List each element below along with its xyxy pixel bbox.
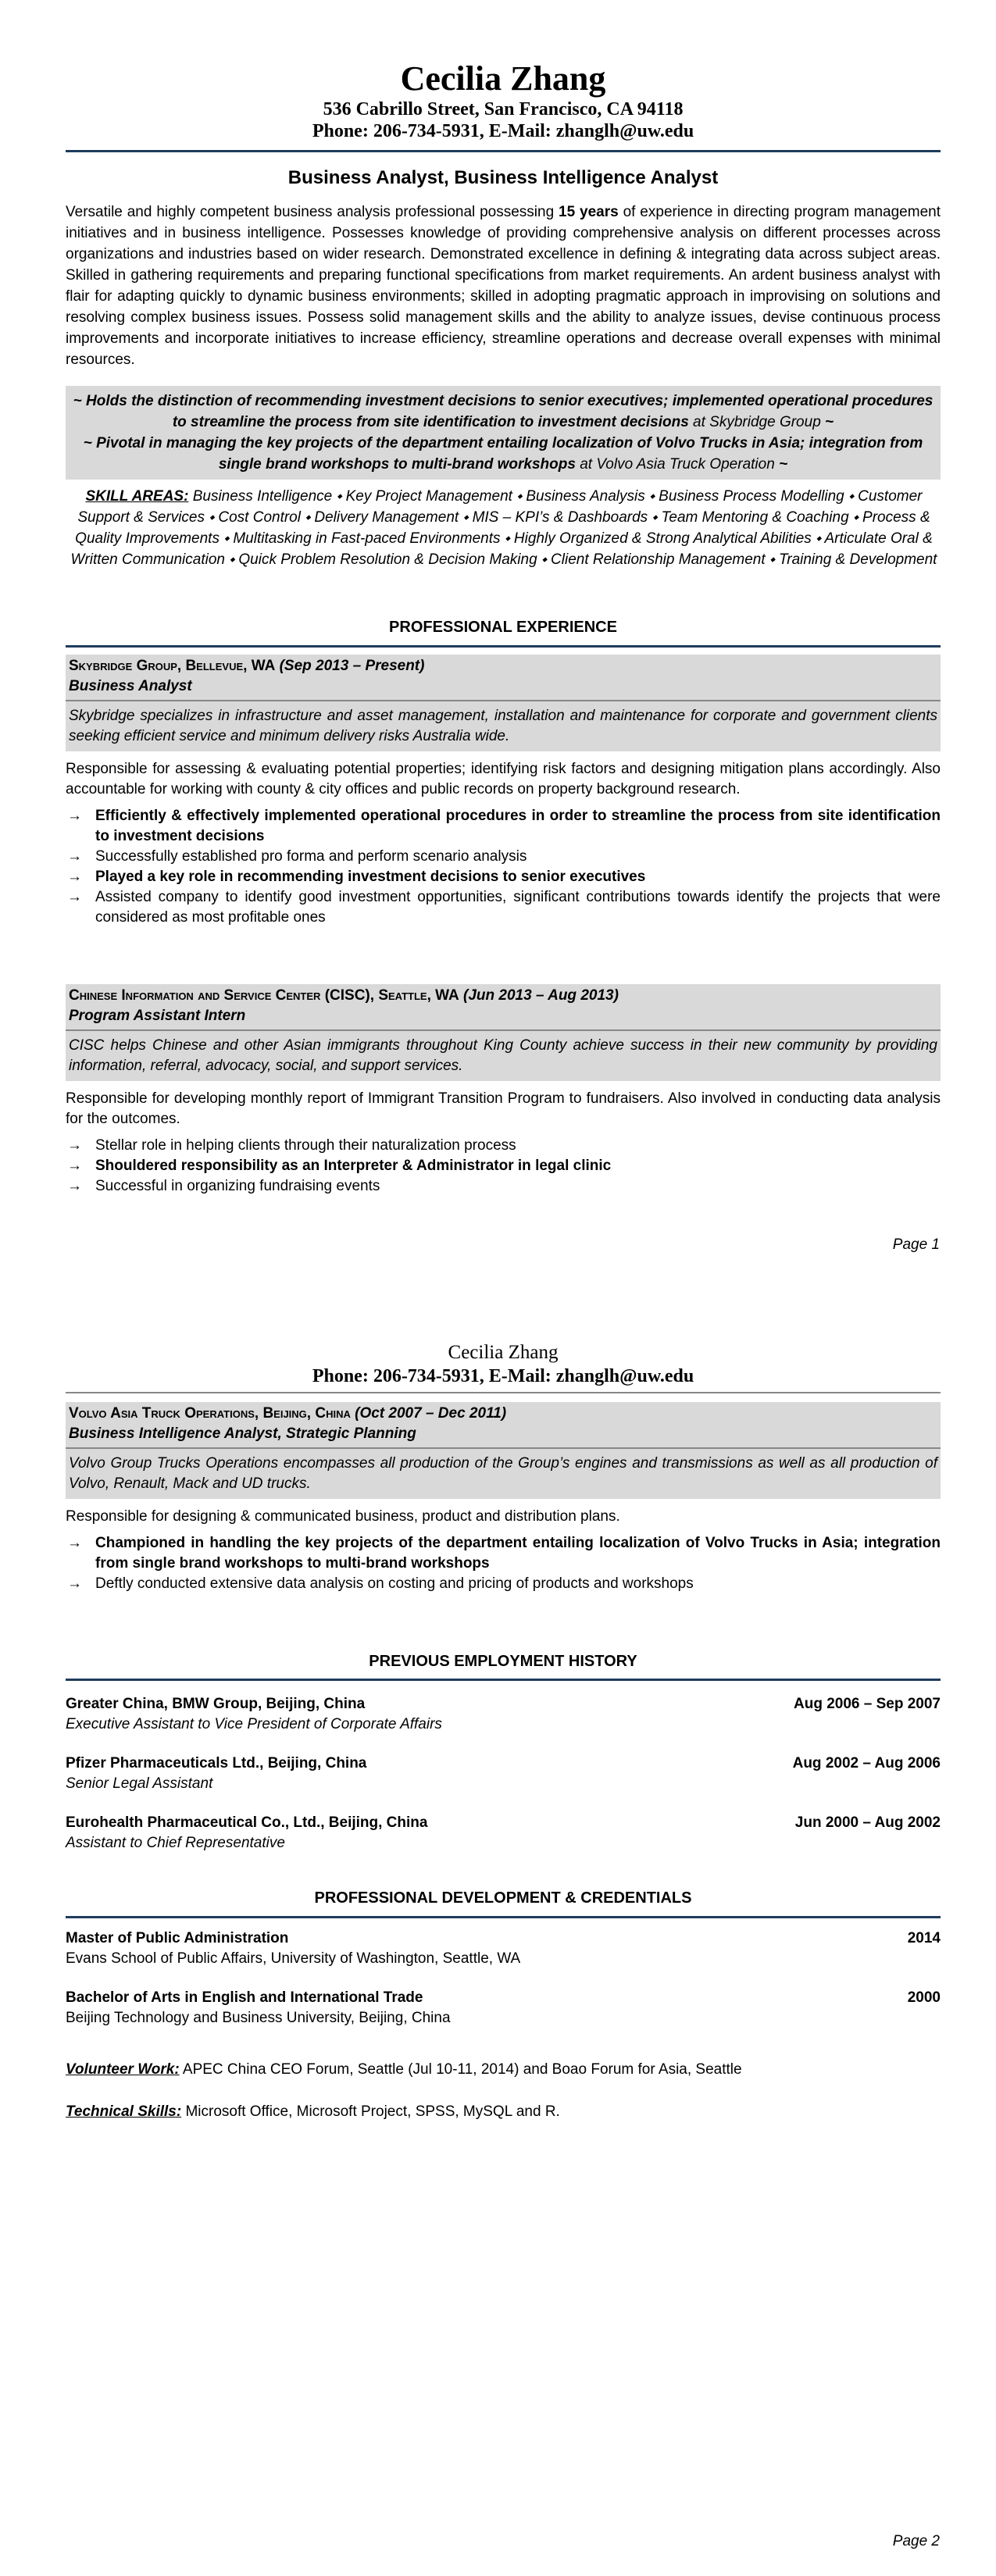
school-name: Evans School of Public Affairs, University of Washington, Seattle, WA bbox=[66, 1950, 521, 1967]
arrow-icon: → bbox=[67, 1178, 82, 1194]
summary-paragraph bbox=[66, 202, 941, 370]
list-item: → Assisted company to identify good investment opportunities, significant contributions towards identify the projects that were considered as most profitable ones bbox=[67, 889, 941, 926]
summary-years: 15 years bbox=[559, 204, 619, 220]
list-item bbox=[66, 1813, 941, 1854]
arrow-icon: → bbox=[67, 1158, 82, 1174]
highlight-item bbox=[70, 391, 936, 433]
list-item: → Stellar role in helping clients through their naturalization process bbox=[66, 1136, 941, 1156]
arrow-icon: → bbox=[67, 889, 82, 905]
education-list bbox=[66, 1928, 941, 2028]
candidate-name: Cecilia Zhang bbox=[448, 1342, 559, 1363]
arrow-icon: → bbox=[67, 808, 82, 824]
highlight-tail: at Skybridge Group bbox=[688, 414, 826, 430]
list-item: → Successful in organizing fundraising events bbox=[66, 1176, 941, 1197]
job-dates: (Jun 2013 – Aug 2013) bbox=[463, 987, 619, 1004]
list-item: → Successfully established pro forma and perform scenario analysis bbox=[66, 847, 941, 867]
job-role: Business Analyst bbox=[69, 678, 192, 694]
list-item bbox=[66, 1988, 941, 2028]
job-header bbox=[66, 984, 941, 1029]
volunteer-label: Volunteer Work: bbox=[66, 2061, 180, 2078]
job-company: Skybridge Group, Bellevue, WA bbox=[69, 658, 276, 674]
header-divider bbox=[66, 150, 941, 152]
employment-role: Assistant to Chief Representative bbox=[66, 1835, 285, 1851]
job-responsibilities: Responsible for designing & communicated business, product and distribution plans. bbox=[66, 1508, 620, 1525]
employment-role: Executive Assistant to Vice President of Corporate Affairs bbox=[66, 1716, 442, 1732]
highlight-bold: ~ Holds the distinction of recommending investment decisions to senior executives; implemented operational procedures to streamline the process from site identification to investment decisions bbox=[73, 393, 934, 430]
job-bullets bbox=[66, 1533, 941, 1594]
resume-title: Business Analyst, Business Intelligence Analyst bbox=[287, 167, 719, 188]
job-dates: (Oct 2007 – Dec 2011) bbox=[355, 1405, 507, 1422]
highlight-end: ~ bbox=[825, 414, 834, 430]
degree-name: Bachelor of Arts in English and International Trade bbox=[66, 1989, 423, 2006]
list-item: → Deftly conducted extensive data analysis on costing and pricing of products and workshops bbox=[66, 1574, 941, 1594]
highlight-end: ~ bbox=[779, 456, 788, 473]
technical-skills bbox=[66, 2102, 941, 2122]
job-description: Skybridge specializes in infrastructure and asset management, installation and maintenance for corporate and government clients seeking efficient service and minimum delivery risks Australia wide. bbox=[66, 701, 941, 751]
resume-header bbox=[66, 59, 941, 142]
page-number: Page 1 bbox=[892, 1236, 940, 1253]
employment-dates: Aug 2006 – Sep 2007 bbox=[794, 1696, 941, 1712]
job-description: CISC helps Chinese and other Asian immigrants throughout King County achieve success in their new community by providing information, referral, advocacy, social, and support services. bbox=[66, 1031, 941, 1081]
candidate-contact: Phone: 206-734-5931, E-Mail: zhanglh@uw.edu bbox=[312, 1366, 694, 1386]
arrow-icon: → bbox=[67, 1137, 82, 1154]
summary-text-1: Versatile and highly competent business analysis professional possessing bbox=[66, 204, 559, 220]
page-number: Page 2 bbox=[892, 2533, 940, 2549]
highlight-item bbox=[70, 433, 936, 475]
candidate-contact: Phone: 206-734-5931, E-Mail: zhanglh@uw.edu bbox=[312, 121, 694, 141]
employer-name: Greater China, BMW Group, Beijing, China bbox=[66, 1696, 366, 1712]
job-responsibilities: Responsible for developing monthly report of Immigrant Transition Program to fundraisers. Also involved in conducting data analysis for the outcomes. bbox=[66, 1090, 941, 1127]
list-item: → Shouldered responsibility as an Interpreter & Administrator in legal clinic bbox=[66, 1156, 941, 1176]
job-role: Program Assistant Intern bbox=[69, 1008, 246, 1024]
skill-areas-list: Business Intelligence ⬩ Key Project Management ⬩ Business Analysis ⬩ Business Process Modelling ⬩ Customer Support & Services ⬩ Cost Control ⬩ Delivery Management ⬩ MIS – KPI’s & Dashboards ⬩ Team Mentoring & Coaching ⬩ Process & Quality Improvements ⬩ Multitasking in Fast-paced Environments ⬩ Highly Organized & Strong Analytical Abilities ⬩ Articulate Oral & Written Communication ⬩ Quick Problem Resolution & Decision Making ⬩ Client Relationship Management ⬩ Training & Development bbox=[70, 488, 937, 568]
job-bullets bbox=[66, 1136, 941, 1197]
arrow-icon: → bbox=[67, 1535, 82, 1551]
job-dates: (Sep 2013 – Present) bbox=[279, 658, 425, 674]
degree-name: Master of Public Administration bbox=[66, 1930, 289, 1946]
list-item bbox=[66, 1754, 941, 1794]
school-name: Beijing Technology and Business University, Beijing, China bbox=[66, 2010, 451, 2026]
credentials-heading: PROFESSIONAL DEVELOPMENT & CREDENTIALS bbox=[314, 1889, 692, 1907]
list-item: → Efficiently & effectively implemented operational procedures in order to streamline the process from site identification to investment decisions bbox=[67, 808, 941, 844]
employer-name: Pfizer Pharmaceuticals Ltd., Beijing, China bbox=[66, 1755, 367, 1771]
list-item: → Played a key role in recommending investment decisions to senior executives bbox=[66, 867, 941, 887]
previous-employment-heading: PREVIOUS EMPLOYMENT HISTORY bbox=[369, 1653, 637, 1670]
arrow-icon: → bbox=[67, 848, 82, 865]
job-responsibilities: Responsible for assessing & evaluating potential properties; identifying risk factors and designing mitigation plans accordingly. Also accountable for working with county & city offices and public records on property background research. bbox=[66, 761, 941, 797]
skill-areas-label: SKILL AREAS: bbox=[85, 488, 189, 505]
employment-dates: Aug 2002 – Aug 2006 bbox=[792, 1755, 941, 1771]
job-company: Volvo Asia Truck Operations, Beijing, China bbox=[69, 1405, 351, 1422]
credentials-divider bbox=[66, 1916, 941, 1918]
experience-heading: PROFESSIONAL EXPERIENCE bbox=[389, 619, 617, 636]
job-bullets bbox=[66, 806, 941, 928]
previous-employment-list bbox=[66, 1694, 941, 1854]
degree-year: 2014 bbox=[907, 1930, 941, 1946]
list-item bbox=[66, 1694, 941, 1735]
employment-dates: Jun 2000 – Aug 2002 bbox=[794, 1814, 941, 1831]
volunteer-text: APEC China CEO Forum, Seattle (Jul 10-11, 2014) and Boao Forum for Asia, Seattle bbox=[179, 2061, 742, 2078]
job-entry-cisc bbox=[66, 984, 941, 1197]
list-item: → Championed in handling the key projects of the department entailing localization of Volvo Trucks in Asia; integration from single brand workshops to multi-brand workshops bbox=[67, 1535, 941, 1572]
page-2-header bbox=[66, 1341, 941, 1388]
experience-divider bbox=[66, 645, 941, 648]
previous-divider bbox=[66, 1679, 941, 1681]
employment-role: Senior Legal Assistant bbox=[66, 1775, 213, 1792]
arrow-icon: → bbox=[67, 869, 82, 885]
job-company: Chinese Information and Service Center (CISC), Seattle, WA bbox=[69, 987, 459, 1004]
career-highlights bbox=[66, 386, 941, 480]
job-entry-skybridge bbox=[66, 655, 941, 928]
resume-page-2 bbox=[0, 1288, 996, 2576]
summary-text-2: of experience in directing program management initiatives and in business intelligence. Possesses knowledge of providing comprehensive analysis on different processes across organizations and industries based on wider research. Demonstrated excellence in defining & integrating data across subject areas. Skilled in gathering requirements and preparing functional specifications from market requirements. An ardent business analyst with flair for adapting quickly to dynamic business environments; skilled in adopting pragmatic approach in improvising on solutions and resolving complex business issues. Possess solid management skills and the ability to analyze issues, devise continuous process improvements and incorporate initiatives to increase efficiency, streamline operations and decrease overall expenses with minimal resources. bbox=[66, 204, 941, 368]
job-header bbox=[66, 1402, 941, 1447]
job-description: Volvo Group Trucks Operations encompasses all production of the Group’s engines and transmissions as well as all production of Volvo, Renault, Mack and UD trucks. bbox=[66, 1449, 941, 1499]
technical-text: Microsoft Office, Microsoft Project, SPSS, MySQL and R. bbox=[181, 2103, 560, 2120]
job-entry-volvo bbox=[66, 1402, 941, 1594]
header-divider bbox=[66, 1392, 941, 1393]
job-header bbox=[66, 655, 941, 700]
technical-label: Technical Skills: bbox=[66, 2103, 182, 2120]
candidate-address: 536 Cabrillo Street, San Francisco, CA 94118 bbox=[323, 99, 684, 120]
volunteer-work bbox=[66, 2060, 941, 2080]
arrow-icon: → bbox=[67, 1575, 82, 1592]
highlight-bold: ~ Pivotal in managing the key projects of the department entailing localization of Volvo Trucks in Asia; integration from single brand workshops to multi-brand workshops bbox=[83, 435, 923, 473]
highlight-tail: at Volvo Asia Truck Operation bbox=[575, 456, 780, 473]
employer-name: Eurohealth Pharmaceutical Co., Ltd., Beijing, China bbox=[66, 1814, 428, 1831]
skill-areas bbox=[70, 486, 937, 570]
degree-year: 2000 bbox=[907, 1989, 941, 2006]
list-item bbox=[66, 1928, 941, 1969]
job-role: Business Intelligence Analyst, Strategic Planning bbox=[69, 1425, 416, 1442]
candidate-name: Cecilia Zhang bbox=[400, 59, 606, 98]
